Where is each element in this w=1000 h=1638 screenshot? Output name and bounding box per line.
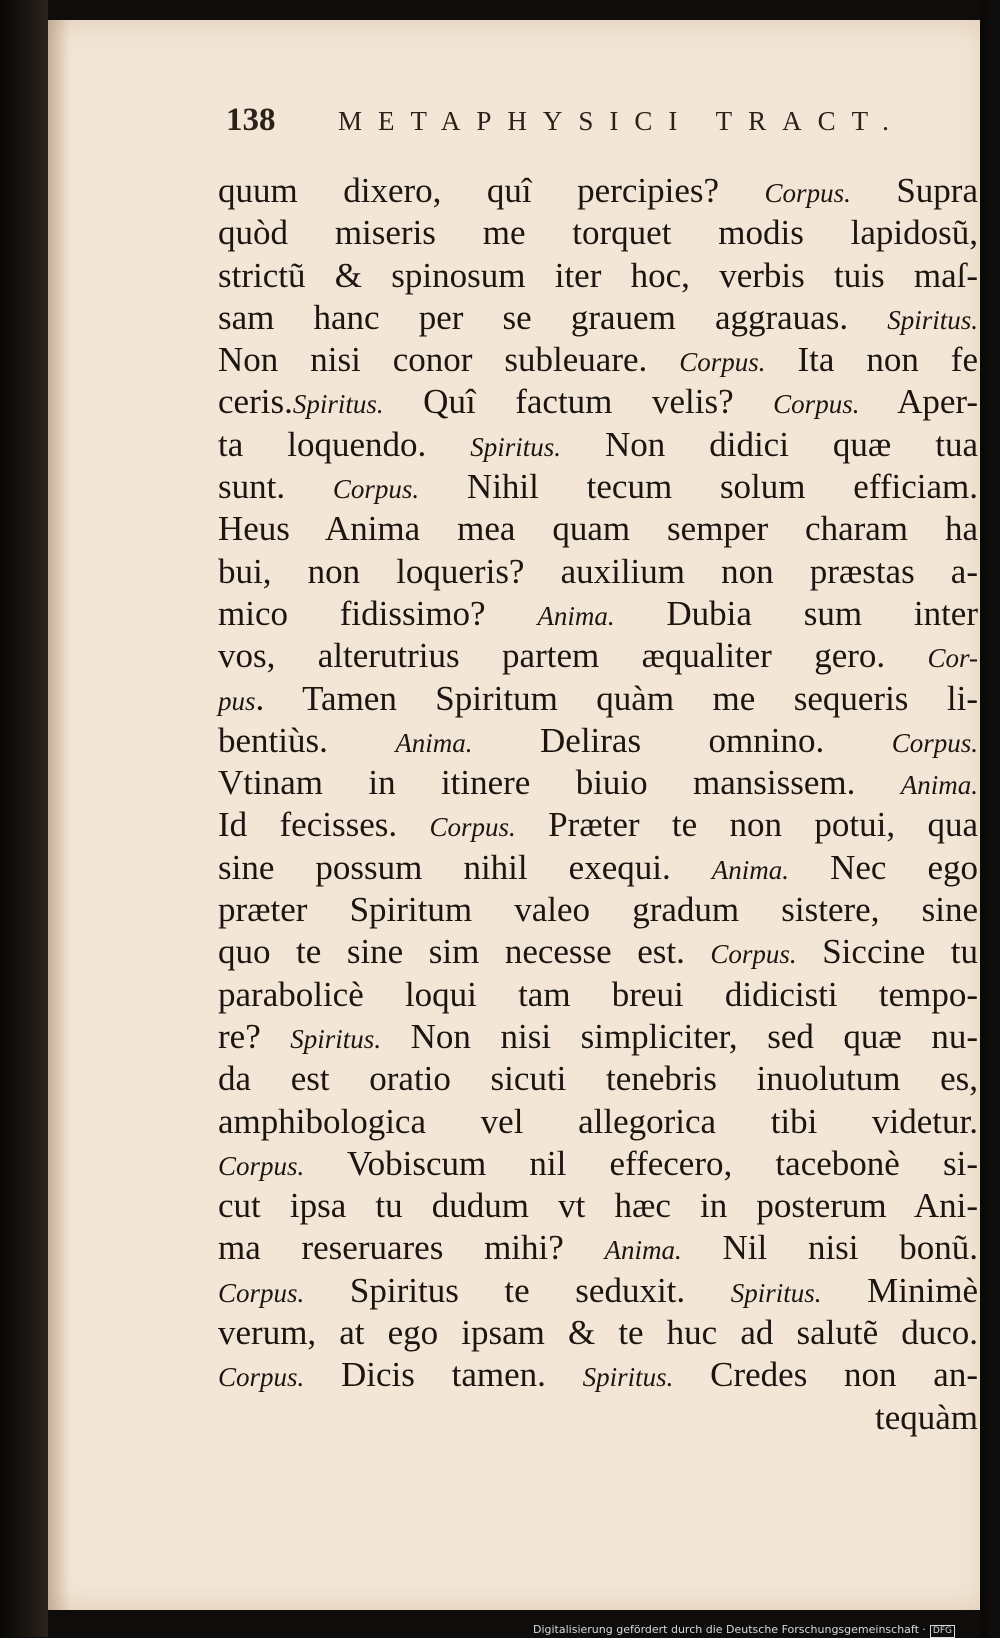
text-segment: Credes non an- [673, 1355, 978, 1395]
text-segment: Vobiscum nil effecero, tacebonè si- [304, 1143, 978, 1183]
speaker-label: Corpus. [218, 1150, 305, 1181]
text-line [218, 847, 978, 889]
digitization-credit [533, 1623, 955, 1638]
speaker-label: Anima. [395, 727, 473, 758]
speaker-label: Spiritus. [290, 1023, 382, 1054]
speaker-label: Spiritus. [292, 389, 384, 420]
speaker-label: Spiritus. [470, 431, 561, 462]
scan-right-edge [980, 0, 988, 1637]
text-line [218, 170, 978, 212]
text-line [218, 1143, 978, 1185]
text-segment: Non didici quæ tua [561, 424, 978, 464]
text-line [218, 804, 978, 846]
text-segment: Siccine tu [796, 932, 978, 972]
text-segment: Quî factum velis? [383, 382, 774, 422]
text-line [218, 678, 978, 720]
text-line [218, 551, 978, 593]
speaker-label: Corpus. [332, 474, 420, 505]
text-line [218, 889, 978, 931]
text-segment: Nihil tecum solum efficiam. [419, 467, 978, 507]
text-segment: Heus Anima mea quam semper charam ha [218, 509, 978, 549]
text-line [218, 1270, 978, 1312]
text-segment: Vtinam in itinere biuio mansissem. [218, 763, 901, 803]
text-segment: Nil nisi bonũ. [681, 1228, 979, 1268]
text-segment: Ita non fe [765, 340, 978, 380]
speaker-label: Corpus. [218, 1362, 305, 1393]
speaker-label: Corpus. [710, 939, 797, 970]
text-segment: mico fidissimo? [218, 593, 538, 633]
text-segment: præter Spiritum valeo gradum sistere, sine [218, 890, 978, 930]
speaker-label: Corpus. [218, 1277, 305, 1308]
text-segment: ceris. [218, 382, 293, 422]
text-segment: bui, non loqueris? auxilium non præstas a- [218, 551, 978, 591]
text-line [218, 1227, 978, 1269]
text-segment: Præter te non potui, qua [515, 805, 978, 845]
speaker-label: Anima. [711, 854, 790, 885]
speaker-label: Corpus. [764, 178, 851, 208]
text-segment: sam hanc per se grauem aggrauas. [218, 297, 888, 337]
text-line [218, 1016, 978, 1058]
text-segment: Deliras omnino. [472, 720, 892, 760]
text-segment: bentiùs. [218, 720, 396, 760]
speaker-label: Anima. [537, 600, 615, 631]
text-segment: Non nisi conor subleuare. [218, 340, 680, 380]
text-line [218, 1058, 978, 1100]
text-line [218, 720, 978, 762]
text-segment: da est oratio sicuti tenebris inuolutum es, [218, 1059, 978, 1099]
speaker-label: Spiritus. [582, 1362, 674, 1393]
text-segment: quum dixero, quî percipies? [218, 171, 765, 210]
running-title: METAPHYSICI TRACT. [338, 106, 905, 136]
text-segment: verum, at ego ipsam & te huc ad salutẽ duco. [218, 1313, 978, 1353]
text-line [218, 1354, 978, 1396]
page-header [226, 102, 966, 152]
text-line [218, 635, 978, 677]
text-line [218, 593, 978, 635]
text-segment: parabolicè loqui tam breui didicisti tempo- [218, 974, 978, 1014]
speaker-label: Anima. [604, 1235, 682, 1266]
speaker-label: Spiritus. [887, 304, 978, 335]
text-segment: Nec ego [789, 847, 978, 887]
text-line [218, 297, 978, 339]
text-line [218, 974, 978, 1016]
text-segment: ta loquendo. [218, 424, 471, 464]
text-line [218, 212, 978, 254]
text-line [218, 762, 978, 804]
speaker-label: pus [218, 685, 256, 716]
speaker-label: Anima. [900, 770, 978, 801]
dfg-logo: DFG [930, 1625, 955, 1638]
text-line [218, 339, 978, 381]
text-segment: Dubia sum inter [614, 593, 978, 633]
text-segment: Non nisi simpliciter, sed quæ nu- [381, 1016, 978, 1056]
speaker-label: Corpus. [773, 389, 860, 420]
speaker-label: Corpus. [891, 727, 978, 758]
text-segment: Dicis tamen. [304, 1355, 583, 1395]
speaker-label: Cor- [927, 643, 978, 674]
credit-text: Digitalisierung gefördert durch die Deutsche Forschungsgemeinschaft · [532, 1623, 926, 1636]
text-segment: Minimè [821, 1270, 979, 1310]
text-segment: Id fecisses. [218, 805, 430, 845]
scan-left-edge [0, 0, 48, 1637]
text-segment: sunt. [218, 467, 333, 507]
text-line [218, 1397, 978, 1439]
text-segment: vos, alterutrius partem æqualiter gero. [218, 636, 928, 676]
body-text [218, 170, 978, 1439]
text-segment: quo te sine sim necesse est. [218, 932, 711, 972]
text-line [218, 381, 978, 423]
text-segment: Supra [850, 171, 978, 210]
text-line [218, 931, 978, 973]
text-line [218, 466, 978, 508]
text-segment: quòd miseris me torquet modis lapidosũ, [218, 213, 978, 253]
text-line [218, 508, 978, 550]
text-segment: re? [218, 1016, 291, 1056]
text-line [218, 1101, 978, 1143]
text-segment: strictũ & spinosum iter hoc, verbis tuis maſ- [218, 255, 978, 295]
text-line [218, 255, 978, 297]
speaker-label: Corpus. [429, 812, 516, 843]
speaker-label: Corpus. [679, 347, 766, 378]
page-number: 138 [226, 102, 276, 138]
text-segment: Spiritus te seduxit. [304, 1270, 731, 1310]
text-segment: amphibologica vel allegorica tibi videtur. [218, 1101, 978, 1141]
speaker-label: Spiritus. [730, 1277, 822, 1308]
text-segment: ma reseruares mihi? [218, 1228, 605, 1268]
text-line [218, 424, 978, 466]
text-segment: tequàm [874, 1397, 978, 1437]
book-page [48, 20, 988, 1610]
text-segment: . Tamen Spiritum quàm me sequeris li- [255, 678, 978, 718]
text-line [218, 1185, 978, 1227]
text-segment: cut ipsa tu dudum vt hæc in posterum Ani- [218, 1186, 978, 1226]
text-segment: Aper- [859, 382, 979, 422]
text-line [218, 1312, 978, 1354]
text-segment: sine possum nihil exequi. [218, 847, 712, 887]
